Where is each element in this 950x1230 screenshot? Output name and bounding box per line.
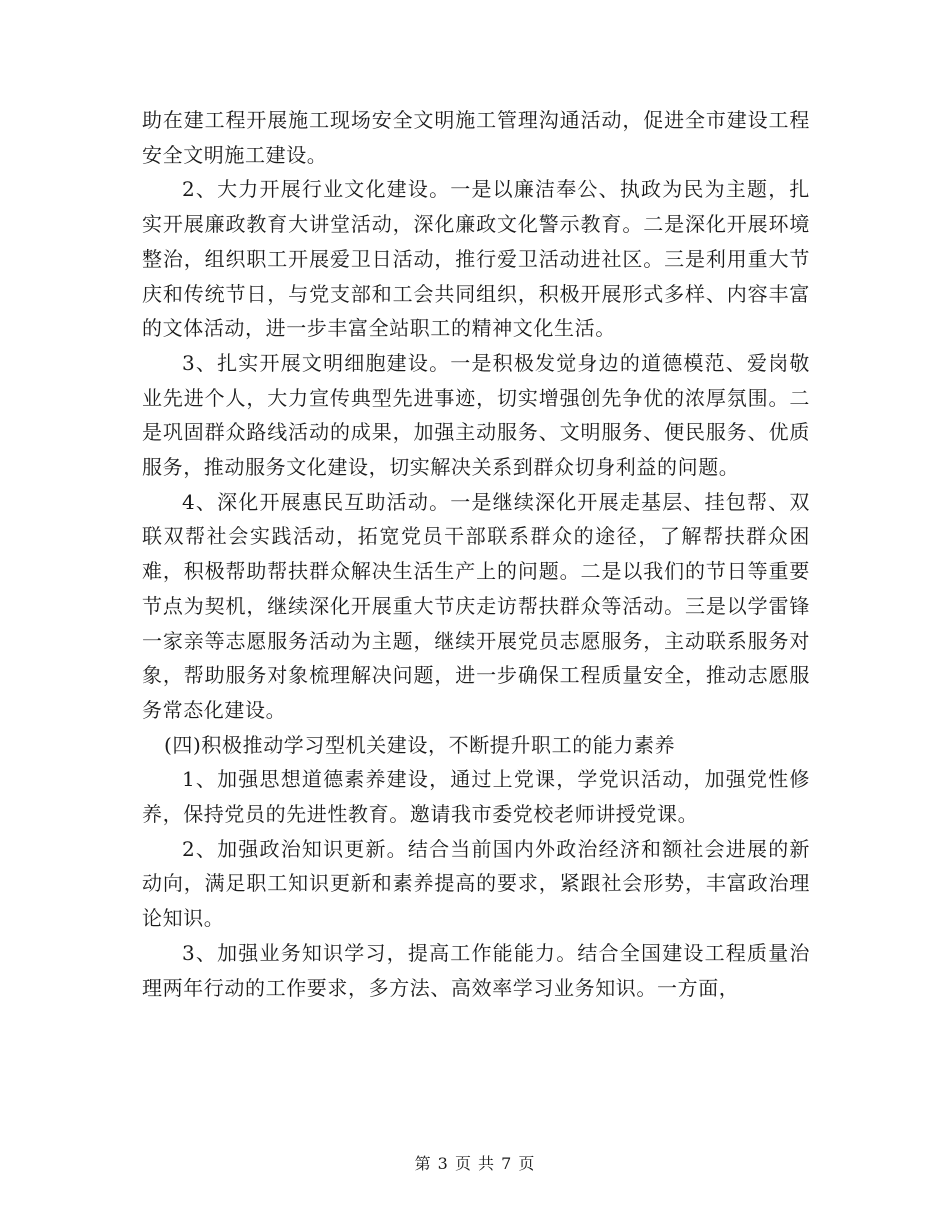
paragraph-mutual-aid: 4、深化开展惠民互助活动。一是继续深化开展走基层、挂包帮、双联双帮社会实践活动，拓宽党员干部联系群众的途径，了解帮扶群众困难，积极帮助帮扶群众解决生活生产上的问题。二是以我们的节日等重要节点为契机，继续深化开展重大节庆走访帮扶群众等活动。三是以学雷锋一家亲等志愿服务活动为主题，继续开展党员志愿服务，主动联系服务对象，帮助服务对象梳理解决问题，进一步确保工程质量安全，推动志愿服务常态化建设。 [142,489,810,722]
section-heading-learning-organization: (四)积极推动学习型机关建设，不断提升职工的能力素养 [164,732,676,757]
document-body [142,103,810,1005]
paragraph-continuation: 助在建工程开展施工现场安全文明施工管理沟通活动，促进全市建设工程安全文明施工建设。 [142,108,810,167]
paragraph-business-knowledge: 3、加强业务知识学习，提高工作能能力。结合全国建设工程质量治理两年行动的工作要求，多方法、高效率学习业务知识。一方面， [142,940,810,1000]
page-number-footer: 第 3 页 共 7 页 [414,1154,536,1173]
paragraph-industry-culture: 2、大力开展行业文化建设。一是以廉洁奉公、执政为民为主题，扎实开展廉政教育大讲堂活动，深化廉政文化警示教育。二是深化开展环境整治，组织职工开展爱卫日活动，推行爱卫活动进社区。三是利用重大节庆和传统节日，与党支部和工会共同组织，积极开展形式多样、内容丰富的文体活动，进一步丰富全站职工的精神文化生活。 [142,177,810,341]
paragraph-civilization-cells: 3、扎实开展文明细胞建设。一是积极发觉身边的道德模范、爱岗敬业先进个人，大力宣传典型先进事迹，切实增强创先争优的浓厚氛围。二是巩固群众路线活动的成果，加强主动服务、文明服务、便民服务、优质服务，推动服务文化建设，切实解决关系到群众切身利益的问题。 [142,350,810,480]
paragraph-political-knowledge: 2、加强政治知识更新。结合当前国内外政治经济和额社会进展的新动向，满足职工知识更新和素养提高的要求，紧跟社会形势，丰富政治理论知识。 [142,836,810,931]
paragraph-ideological-morality: 1、加强思想道德素养建设，通过上党课，学党识活动，加强党性修养，保持党员的先进性教育。邀请我市委党校老师讲授党课。 [142,767,810,827]
